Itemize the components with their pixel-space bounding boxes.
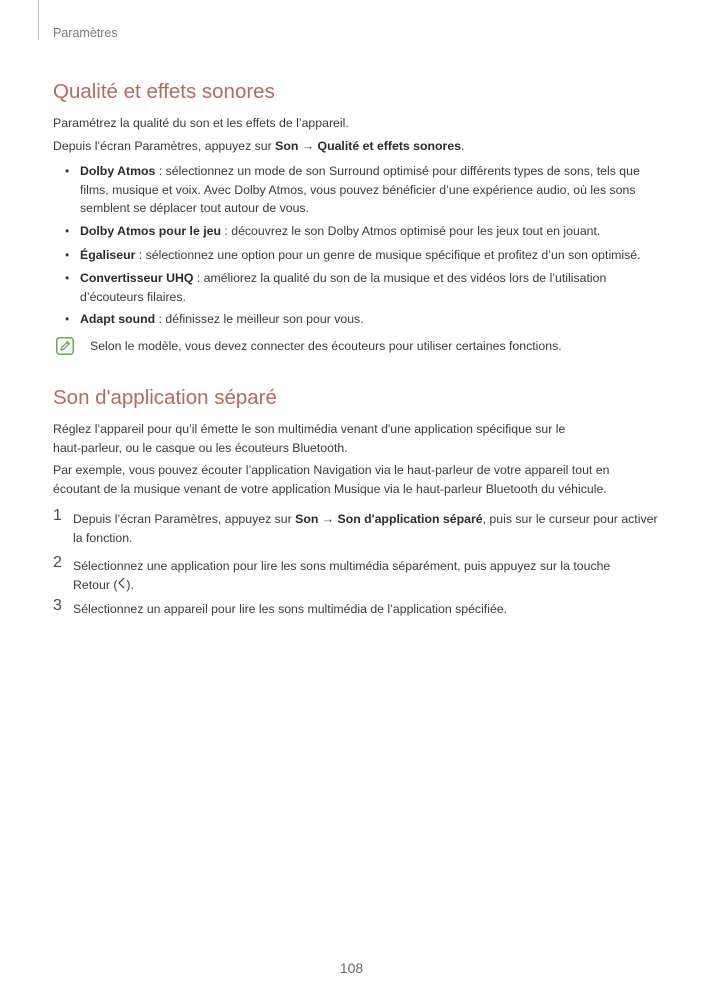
bullet: • <box>65 312 70 326</box>
note-pencil-icon <box>56 337 74 355</box>
bullet: • <box>65 164 70 178</box>
list-item-term: Adapt sound <box>80 312 156 326</box>
list-item-desc: : définissez le meilleur son pour vous. <box>155 312 364 326</box>
section2-para1 <box>53 420 565 457</box>
section-title-separate-app-sound: Son d'application séparé <box>53 386 277 409</box>
step-1 <box>53 507 658 547</box>
section2-para2 <box>53 461 609 498</box>
list-item-desc: : améliorez la qualité du son de la musique et des vidéos lors de l’utilisation <box>193 271 607 285</box>
step-3 <box>53 597 653 619</box>
list-item-line: films, musique et voix. Avec Dolby Atmos, vous pouvez bénéficier d’une expérience audio, où les sons <box>80 182 636 197</box>
list-item-line <box>80 310 650 329</box>
step-suffix: , puis sur le curseur pour activer <box>482 512 658 526</box>
path-prefix: Depuis l’écran Paramètres, appuyez sur <box>53 139 276 153</box>
path-arrow: → <box>298 139 318 153</box>
step-line2-prefix: Retour ( <box>73 577 118 592</box>
step-line: Sélectionnez une application pour lire les sons multimédia séparément, puis appuyez sur la touche <box>73 559 611 573</box>
step-path-separate-sound: Son d'application séparé <box>337 512 483 526</box>
list-item-line <box>80 162 650 181</box>
section1-intro: Paramétrez la qualité du son et les effets de l’appareil. <box>53 116 349 130</box>
step-line <box>73 510 658 529</box>
step-path-son: Son <box>295 512 319 526</box>
list-item-equalizer <box>65 246 650 265</box>
step-number: 3 <box>53 597 62 614</box>
step-2 <box>53 554 653 594</box>
page-number: 108 <box>339 960 364 976</box>
bullet: • <box>65 271 70 285</box>
step-line <box>73 576 653 595</box>
list-item-term: Dolby Atmos <box>80 164 156 178</box>
note-text: Selon le modèle, vous devez connecter des écouteurs pour utiliser certaines fonctions. <box>90 339 562 353</box>
step-line: Sélectionnez un appareil pour lire les sons multimédia de l’application spécifiée. <box>73 602 508 616</box>
step-arrow: → <box>318 512 338 526</box>
list-item-line <box>80 222 650 241</box>
step-line2-suffix: ). <box>126 577 134 592</box>
bullet: • <box>65 224 70 238</box>
section-title-sound-quality: Qualité et effets sonores <box>53 80 275 103</box>
list-item-adapt-sound <box>65 310 650 329</box>
list-item-term: Dolby Atmos pour le jeu <box>80 224 221 238</box>
list-item-uhq-upscaler <box>65 269 650 306</box>
para-line: Par exemple, vous pouvez écouter l’application Navigation via le haut-parleur de votre appareil tout en <box>53 463 610 477</box>
para-line: Réglez l’appareil pour qu’il émette le son multimédia venant d'une application spécifique sur le <box>53 422 566 436</box>
para-line: haut-parleur, ou le casque ou les écouteurs Bluetooth. <box>53 440 348 455</box>
list-item-line: d’écouteurs filaires. <box>80 289 186 304</box>
list-item-dolby-atmos <box>65 162 650 218</box>
header-rule <box>38 0 39 40</box>
header-section-label: Paramètres <box>53 26 118 40</box>
step-prefix: Depuis l’écran Paramètres, appuyez sur <box>73 512 296 526</box>
step-line: la fonction. <box>73 530 133 545</box>
section1-path <box>53 137 464 156</box>
path-suffix: . <box>461 139 465 153</box>
list-item-line <box>80 269 650 288</box>
list-item-term: Égaliseur <box>80 248 136 262</box>
list-item-dolby-atmos-game <box>65 222 650 241</box>
step-number: 2 <box>53 554 62 571</box>
list-item-line: semblent se déplacer tout autour de vous. <box>80 201 309 215</box>
list-item-desc: : découvrez le son Dolby Atmos optimisé pour les jeux tout en jouant. <box>220 224 601 238</box>
path-item-son: Son <box>275 139 299 153</box>
list-item-desc: : sélectionnez une option pour un genre de musique spécifique et profitez d’un son optimisé. <box>135 248 641 262</box>
step-number: 1 <box>53 507 62 524</box>
path-item-quality: Qualité et effets sonores <box>317 139 462 153</box>
para-line: écoutant de la musique venant de votre application Musique via le haut-parleur Bluetooth du véhicule. <box>53 481 607 496</box>
list-item-term: Convertisseur UHQ <box>80 271 194 285</box>
list-item-desc: : sélectionnez un mode de son Surround optimisé pour différents types de sons, tels que <box>155 164 640 178</box>
bullet: • <box>65 248 70 262</box>
list-item-line <box>80 246 650 265</box>
